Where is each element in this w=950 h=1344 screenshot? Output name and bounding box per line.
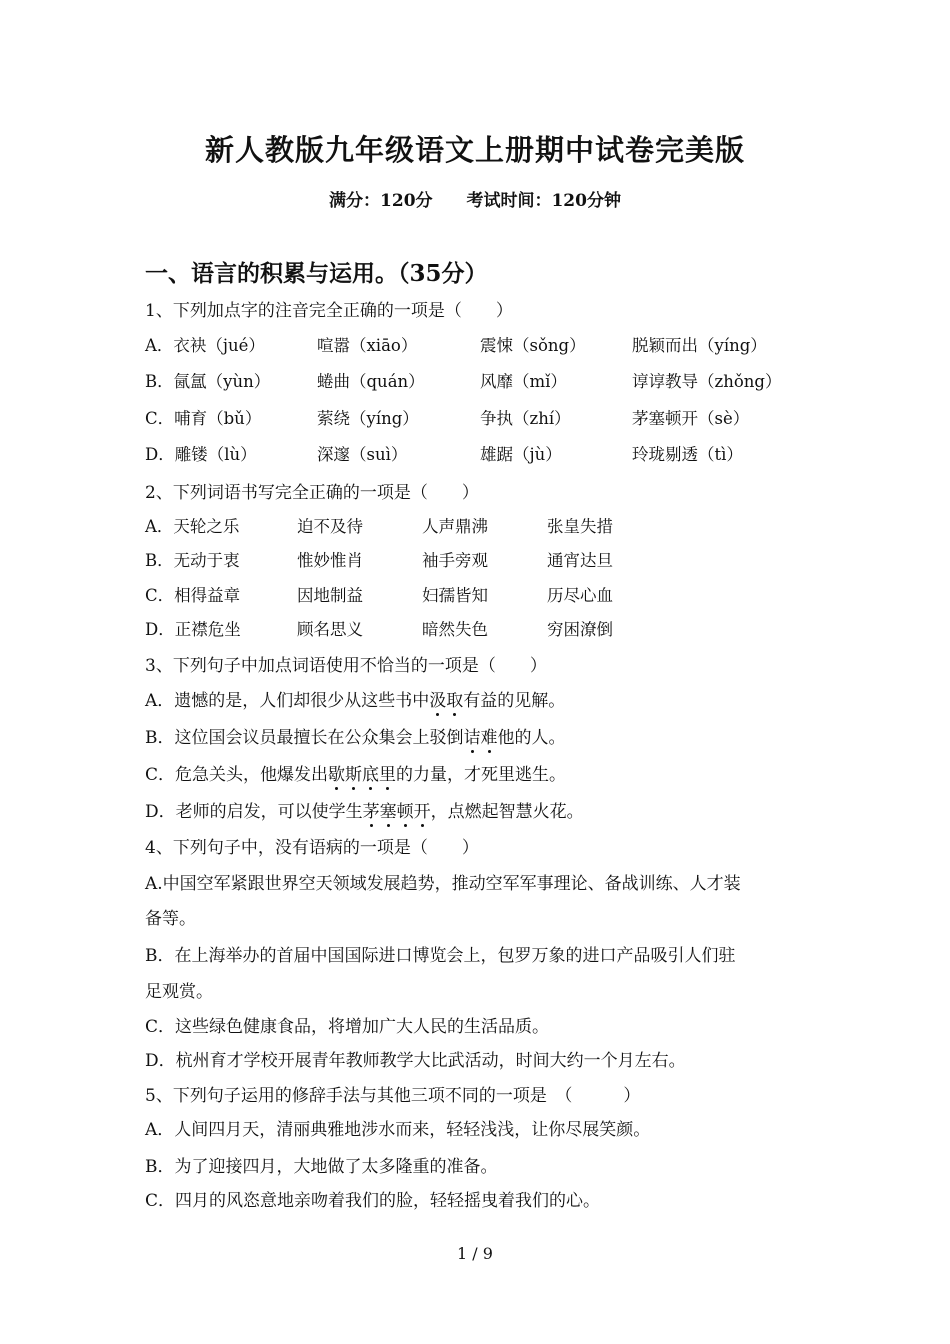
- q2-option-cell: 惟妙惟肖: [297, 551, 363, 570]
- q2-option-cell: 妇孺皆知: [422, 586, 488, 605]
- q2-option-cell: A．天轮之乐: [145, 517, 240, 536]
- q3-option-b: [145, 723, 566, 748]
- option-text: 他的人。: [497, 728, 566, 748]
- q5-option-b: B．为了迎接四月，大地做了太多隆重的准备。: [145, 1157, 498, 1177]
- q2-option-cell: 袖手旁观: [422, 551, 488, 570]
- q1-option-cell: 深邃（suì）: [317, 445, 408, 464]
- q2-option-cell: 通宵达旦: [547, 551, 613, 570]
- emphasis-char: 难: [480, 728, 498, 748]
- document-title: 新人教版九年级语文上册期中试卷完美版: [204, 133, 745, 167]
- q1-option-cell: A．衣袂（jué）: [145, 336, 265, 355]
- question-2-stem: 2、下列词语书写完全正确的一项是（ ）: [145, 483, 479, 503]
- emphasis-char: 汲: [429, 691, 447, 711]
- q1-option-cell: 争执（zhí）: [480, 409, 571, 428]
- dotted-word: [429, 691, 463, 711]
- option-text: D．老师的启发，可以使学生: [145, 802, 363, 822]
- option-text: C．危急关头，他爆发出: [145, 765, 329, 785]
- emphasis-char: 底: [362, 765, 380, 785]
- dotted-word: [328, 765, 396, 785]
- question-1-stem: 1、下列加点字的注音完全正确的一项是（ ）: [145, 301, 513, 321]
- question-4-stem: 4、下列句子中，没有语病的一项是（ ）: [145, 838, 479, 858]
- q2-option-cell: 张皇失措: [547, 517, 613, 536]
- q1-option-cell: 萦绕（yíng）: [317, 409, 419, 428]
- q2-option-cell: D．正襟危坐: [145, 620, 241, 639]
- dotted-word: [363, 802, 431, 822]
- emphasis-char: 斯: [345, 765, 363, 785]
- q5-option-a: A．人间四月天，清丽典雅地涉水而来，轻轻浅浅，让你尽展笑颜。: [145, 1120, 651, 1140]
- section-heading: 一、语言的积累与运用。（35分）: [145, 260, 488, 287]
- q4-option-b-line1: B．在上海举办的首届中国国际进口博览会上，包罗万象的进口产品吸引人们驻: [145, 946, 736, 966]
- q1-option-cell: 茅塞顿开（sè）: [632, 409, 750, 428]
- option-text: B．这位国会议员最擅长在公众集会上驳倒: [145, 728, 464, 748]
- q2-option-cell: 历尽心血: [547, 586, 613, 605]
- q4-option-a-line1: A.中国空军紧跟世界空天领域发展趋势，推动空军军事理论、备战训练、人才装: [145, 874, 741, 894]
- q1-option-cell: 蜷曲（quán）: [317, 372, 425, 391]
- option-text: 有益的见解。: [463, 691, 566, 711]
- q4-option-d: D．杭州育才学校开展青年教师教学大比武活动，时间大约一个月左右。: [145, 1051, 686, 1071]
- emphasis-char: 塞: [379, 802, 397, 822]
- question-5-stem: 5、下列句子运用的修辞手法与其他三项不同的一项是 （ ）: [145, 1086, 641, 1106]
- option-text: A．遗憾的是，人们却很少从这些书中: [145, 691, 430, 711]
- emphasis-char: 开: [413, 802, 431, 822]
- q1-option-cell: 震悚（sǒng）: [480, 336, 586, 355]
- question-3-stem: 3、下列句子中加点词语使用不恰当的一项是（ ）: [145, 656, 547, 676]
- q2-option-cell: C．相得益章: [145, 586, 241, 605]
- q1-option-cell: C．哺育（bǔ）: [145, 409, 262, 428]
- option-text: ，点燃起智慧火花。: [430, 802, 584, 822]
- q2-option-cell: 顾名思义: [297, 620, 363, 639]
- q2-option-cell: 人声鼎沸: [422, 517, 488, 536]
- q4-option-b-line2: 足观赏。: [145, 982, 213, 1002]
- dotted-word: [464, 728, 498, 748]
- q1-option-cell: B．氤氲（yùn）: [145, 372, 271, 391]
- q5-option-c: C．四月的风恣意地亲吻着我们的脸，轻轻摇曳着我们的心。: [145, 1191, 601, 1211]
- score-line: [0, 186, 950, 211]
- q1-option-cell: 风靡（mǐ）: [480, 372, 567, 391]
- exam-time: 考试时间：120分钟: [466, 191, 621, 211]
- q2-option-cell: 穷困潦倒: [547, 620, 613, 639]
- emphasis-char: 诘: [463, 728, 481, 748]
- q3-option-c: [145, 760, 566, 785]
- emphasis-char: 顿: [396, 802, 414, 822]
- q1-option-cell: 脱颖而出（yíng）: [632, 336, 767, 355]
- emphasis-char: 里: [379, 765, 397, 785]
- page-number: 1 / 9: [457, 1244, 493, 1263]
- q2-option-cell: 因地制益: [297, 586, 363, 605]
- q1-option-cell: 玲珑剔透（tì）: [632, 445, 743, 464]
- q1-option-cell: D．雕镂（lù）: [145, 445, 257, 464]
- emphasis-char: 取: [446, 691, 464, 711]
- full-score: 满分：120分: [329, 191, 433, 211]
- q4-option-a-line2: 备等。: [145, 909, 196, 929]
- q3-option-a: [145, 686, 565, 711]
- emphasis-char: 茅: [362, 802, 380, 822]
- q2-option-cell: B．无动于衷: [145, 551, 240, 570]
- q2-option-cell: 迫不及待: [297, 517, 363, 536]
- q2-option-cell: 暗然失色: [422, 620, 488, 639]
- emphasis-char: 歇: [328, 765, 346, 785]
- q1-option-cell: 谆谆教导（zhǒng）: [632, 372, 782, 391]
- q1-option-cell: 雄踞（jù）: [480, 445, 562, 464]
- q4-option-c: C．这些绿色健康食品，将增加广大人民的生活品质。: [145, 1017, 550, 1037]
- option-text: 的力量，才死里逃生。: [396, 765, 567, 785]
- q3-option-d: [145, 797, 584, 822]
- q1-option-cell: 喧嚣（xiāo）: [317, 336, 418, 355]
